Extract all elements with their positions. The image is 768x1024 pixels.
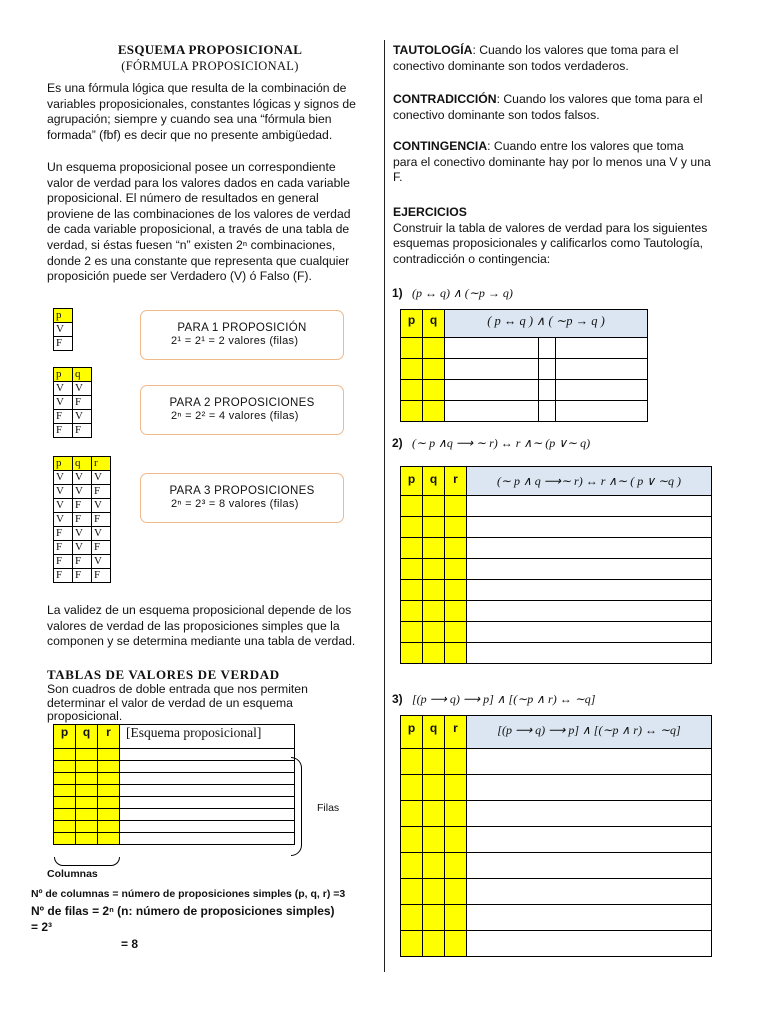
- text-line: contradicción o contingencia:: [393, 251, 551, 266]
- input-cell[interactable]: [401, 538, 423, 559]
- result-cell[interactable]: [445, 401, 539, 422]
- rows-eq-2: = 8: [121, 937, 139, 951]
- result-cell[interactable]: [120, 785, 295, 797]
- input-cell[interactable]: [445, 538, 467, 559]
- input-cell[interactable]: [54, 749, 76, 761]
- result-cell[interactable]: [467, 879, 712, 905]
- table-row: [54, 761, 295, 773]
- tautology-definition: [393, 43, 721, 74]
- input-cell[interactable]: [98, 785, 120, 797]
- text-line: para el conectivo dominante hay por lo menos una V y una: [393, 154, 711, 169]
- table-row: [401, 401, 648, 422]
- input-cell[interactable]: [401, 338, 423, 359]
- result-cell[interactable]: [467, 749, 712, 775]
- result-cell[interactable]: [467, 905, 712, 931]
- text-line: valores de verdad de las proposiciones simples que la: [47, 618, 340, 633]
- header-cell: q: [73, 457, 92, 471]
- truth-value-cell: F: [73, 513, 92, 527]
- table-row: [54, 821, 295, 833]
- truth-value-cell: V: [92, 471, 111, 485]
- contradiction-definition: [393, 92, 721, 123]
- input-cell[interactable]: [423, 905, 445, 931]
- text-line: Construir la tabla de valores de verdad para los siguientes: [393, 220, 708, 235]
- input-cell[interactable]: [401, 401, 423, 422]
- result-cell[interactable]: [120, 761, 295, 773]
- col-p: p: [401, 310, 423, 338]
- result-cell[interactable]: [467, 622, 712, 643]
- input-cell[interactable]: [423, 853, 445, 879]
- table-row: [401, 580, 712, 601]
- truth-table-2: [53, 367, 92, 438]
- text-line: verdad, si éstas fuesen “n” existen 2ⁿ combinaciones,: [47, 237, 336, 252]
- columns-formula: Nº de columnas = número de proposiciones simples (p, q, r) =3: [31, 888, 346, 900]
- table-row: [54, 797, 295, 809]
- validity-paragraph: [47, 603, 375, 650]
- text-line: : Cuando los valores que toma para el: [472, 43, 679, 57]
- input-cell[interactable]: [423, 338, 445, 359]
- table-row: [54, 485, 111, 499]
- truth-value-cell: V: [54, 485, 73, 499]
- truth-value-cell: V: [73, 410, 92, 424]
- pill-label: PARA 3 PROPOSICIONES: [169, 485, 315, 497]
- exercise-number: 1): [392, 286, 403, 300]
- table-row: [401, 879, 712, 905]
- input-cell[interactable]: [76, 761, 98, 773]
- result-cell[interactable]: [467, 496, 712, 517]
- input-cell[interactable]: [401, 931, 423, 957]
- text-line: agrupación; siempre y cuando sea una “fórmula bien: [47, 112, 332, 127]
- exercise-3-table: [400, 715, 712, 957]
- input-cell[interactable]: [423, 827, 445, 853]
- truth-value-cell: V: [54, 513, 73, 527]
- truth-value-cell: V: [92, 527, 111, 541]
- term-tautologia: TAUTOLOGÍA: [393, 43, 473, 57]
- input-cell[interactable]: [423, 580, 445, 601]
- table-row: [401, 905, 712, 931]
- input-cell[interactable]: [445, 775, 467, 801]
- input-cell[interactable]: [401, 559, 423, 580]
- column-divider: [384, 40, 385, 972]
- input-cell[interactable]: [423, 801, 445, 827]
- result-cell[interactable]: [120, 809, 295, 821]
- formula-header: ( p ↔ q ) ∧ ( ∼p → q ): [445, 310, 648, 338]
- exercise-formula: (∼ p ∧q ⟶ ∼ r) ↔ r ∧∼ (p ∨∼ q): [412, 436, 591, 450]
- result-cell[interactable]: [538, 380, 555, 401]
- rows-formula: Nº de filas = 2ⁿ (n: número de proposiciones simples): [31, 904, 335, 918]
- input-cell[interactable]: [423, 401, 445, 422]
- table-row: [401, 496, 712, 517]
- pill-cut-text: 2¹ = 2¹ = 2 valores (filas): [171, 335, 299, 347]
- input-cell[interactable]: [423, 359, 445, 380]
- text-line: La validez de un esquema proposicional depende de los: [47, 603, 352, 617]
- table-row: [54, 749, 295, 761]
- col-r: r: [445, 716, 467, 749]
- text-line: F.: [393, 170, 403, 185]
- input-cell[interactable]: [401, 517, 423, 538]
- result-cell[interactable]: [556, 380, 648, 401]
- tables-paragraph: [47, 683, 375, 724]
- table-row: [401, 853, 712, 879]
- result-cell[interactable]: [467, 559, 712, 580]
- input-cell[interactable]: [423, 517, 445, 538]
- input-cell[interactable]: [445, 905, 467, 931]
- pill-label: PARA 2 PROPOSICIONES: [169, 397, 315, 409]
- input-cell[interactable]: [401, 775, 423, 801]
- input-cell[interactable]: [423, 775, 445, 801]
- table-row: [54, 833, 295, 845]
- col-p: p: [401, 467, 423, 496]
- result-cell[interactable]: [467, 931, 712, 957]
- input-cell[interactable]: [98, 797, 120, 809]
- input-cell[interactable]: [98, 833, 120, 845]
- input-cell[interactable]: [76, 773, 98, 785]
- table-row: [54, 337, 73, 351]
- table-row: [401, 775, 712, 801]
- table-row: [54, 527, 111, 541]
- truth-value-cell: F: [73, 555, 92, 569]
- result-cell[interactable]: [120, 797, 295, 809]
- table-row: [54, 785, 295, 797]
- text-line: proposición puede ser Verdadero (V) ó Falso (F).: [47, 269, 312, 284]
- table-row: [401, 749, 712, 775]
- input-cell[interactable]: [423, 601, 445, 622]
- pill-one-proposition: [140, 310, 344, 360]
- input-cell[interactable]: [423, 622, 445, 643]
- exercise-number: 2): [392, 436, 403, 450]
- input-cell[interactable]: [423, 559, 445, 580]
- text-line: : Cuando los valores que toma para el: [496, 92, 703, 106]
- header-cell: p: [54, 457, 73, 471]
- header-cell: p: [54, 309, 73, 323]
- term-contradiccion: CONTRADICCIÓN: [393, 92, 497, 106]
- result-cell[interactable]: [467, 517, 712, 538]
- exercise-1-table: [400, 309, 648, 422]
- col-r: r: [445, 467, 467, 496]
- table-row: [401, 643, 712, 664]
- result-cell[interactable]: [556, 359, 648, 380]
- truth-value-cell: V: [54, 323, 73, 337]
- rows-eq-1: = 2³: [31, 920, 53, 934]
- truth-value-cell: F: [54, 541, 73, 555]
- exercises-heading: EJERCICIOS: [393, 205, 467, 219]
- text-line: donde 2 es una constante que representa que cualquier: [47, 253, 350, 268]
- text-line: formada” (fbf) es decir que no presente ambigüedad.: [47, 127, 333, 142]
- table-row: [401, 538, 712, 559]
- text-line: valor de verdad para los valores dados en cada variable: [47, 175, 350, 190]
- truth-value-cell: F: [92, 485, 111, 499]
- input-cell[interactable]: [445, 622, 467, 643]
- table-row: [54, 773, 295, 785]
- result-cell[interactable]: [445, 359, 539, 380]
- result-cell[interactable]: [445, 380, 539, 401]
- text-line: Un esquema proposicional posee un correspondiente: [47, 160, 336, 174]
- input-cell[interactable]: [401, 643, 423, 664]
- intro-paragraph: [47, 81, 375, 143]
- truth-value-cell: V: [54, 382, 73, 396]
- table-row: [54, 569, 111, 583]
- text-line: proposicional. El número de resultados en general: [47, 191, 319, 206]
- table-row: [54, 513, 111, 527]
- result-cell[interactable]: [538, 401, 555, 422]
- input-cell[interactable]: [445, 643, 467, 664]
- input-cell[interactable]: [76, 797, 98, 809]
- result-cell[interactable]: [556, 401, 648, 422]
- result-cell[interactable]: [556, 338, 648, 359]
- columnas-bracket: [54, 857, 120, 866]
- input-cell[interactable]: [54, 821, 76, 833]
- text-line: determinar el valor de verdad de un esquema: [47, 695, 293, 710]
- formula-header: [(p ⟶ q) ⟶ p] ∧ [(∼p ∧ r) ↔ ∼q]: [467, 716, 712, 749]
- page-title: ESQUEMA PROPOSICIONAL: [117, 42, 303, 57]
- input-cell[interactable]: [401, 380, 423, 401]
- truth-value-cell: F: [92, 569, 111, 583]
- input-cell[interactable]: [423, 380, 445, 401]
- text-line: componen y se determina mediante una tabla de verdad.: [47, 634, 356, 649]
- truth-table-3: [53, 456, 111, 583]
- table-row: [54, 424, 92, 438]
- truth-value-cell: F: [54, 424, 73, 438]
- pill-cut-text: 2ⁿ = 2³ = 8 valores (filas): [171, 498, 299, 510]
- schema-table: [53, 724, 295, 845]
- input-cell[interactable]: [401, 827, 423, 853]
- input-cell[interactable]: [54, 761, 76, 773]
- input-cell[interactable]: [401, 853, 423, 879]
- text-line: de cada variable proposicional, a través de una tabla de: [47, 222, 350, 237]
- exercise-formula: [(p ⟶ q) ⟶ p] ∧ [(∼p ∧ r) ↔ ∼q]: [412, 692, 596, 706]
- table-row: [401, 801, 712, 827]
- truth-value-cell: F: [54, 527, 73, 541]
- input-cell[interactable]: [445, 517, 467, 538]
- table-row: [401, 359, 648, 380]
- input-cell[interactable]: [76, 821, 98, 833]
- table-row: [54, 323, 73, 337]
- pill-three-propositions: [140, 473, 344, 523]
- col-p: p: [54, 725, 76, 749]
- input-cell[interactable]: [54, 833, 76, 845]
- input-cell[interactable]: [401, 622, 423, 643]
- input-cell[interactable]: [401, 601, 423, 622]
- input-cell[interactable]: [98, 809, 120, 821]
- input-cell[interactable]: [423, 749, 445, 775]
- truth-table-1: [53, 308, 73, 351]
- input-cell[interactable]: [445, 827, 467, 853]
- input-cell[interactable]: [401, 749, 423, 775]
- truth-value-cell: V: [73, 485, 92, 499]
- input-cell[interactable]: [445, 580, 467, 601]
- input-cell[interactable]: [445, 801, 467, 827]
- truth-value-cell: V: [73, 541, 92, 555]
- result-cell[interactable]: [445, 338, 539, 359]
- header-cell: q: [73, 368, 92, 382]
- input-cell[interactable]: [445, 559, 467, 580]
- header-cell: r: [92, 457, 111, 471]
- result-cell[interactable]: [467, 580, 712, 601]
- col-q: q: [423, 716, 445, 749]
- col-q: q: [423, 467, 445, 496]
- input-cell[interactable]: [423, 496, 445, 517]
- formula-header: (∼ p ∧ q ⟶∼ r) ↔ r ∧∼ ( p ∨ ∼q ): [467, 467, 712, 496]
- truth-value-cell: V: [92, 555, 111, 569]
- input-cell[interactable]: [54, 797, 76, 809]
- truth-value-cell: V: [54, 471, 73, 485]
- pill-cut-text: 2ⁿ = 2² = 4 valores (filas): [171, 410, 299, 422]
- text-line: conectivo dominante son todos falsos.: [393, 107, 600, 122]
- truth-value-cell: V: [92, 499, 111, 513]
- table-row: [401, 517, 712, 538]
- truth-value-cell: V: [73, 382, 92, 396]
- exercise-number: 3): [392, 692, 403, 706]
- table-row: [54, 555, 111, 569]
- truth-value-cell: F: [73, 499, 92, 513]
- col-schema: [Esquema proposicional]: [120, 725, 295, 749]
- truth-value-cell: F: [92, 513, 111, 527]
- result-cell[interactable]: [467, 853, 712, 879]
- contingency-definition: [393, 139, 721, 186]
- result-cell[interactable]: [467, 775, 712, 801]
- table-row: [401, 827, 712, 853]
- input-cell[interactable]: [76, 809, 98, 821]
- table-row: [54, 410, 92, 424]
- table-row: [54, 396, 92, 410]
- input-cell[interactable]: [401, 359, 423, 380]
- input-cell[interactable]: [423, 931, 445, 957]
- exercise-1-title: [392, 286, 513, 301]
- result-cell[interactable]: [467, 643, 712, 664]
- input-cell[interactable]: [423, 879, 445, 905]
- text-line: proposicional.: [47, 709, 123, 723]
- input-cell[interactable]: [98, 749, 120, 761]
- truth-value-cell: F: [54, 337, 73, 351]
- table-row: [54, 541, 111, 555]
- col-p: p: [401, 716, 423, 749]
- truth-value-cell: F: [54, 569, 73, 583]
- table-row: [401, 559, 712, 580]
- input-cell[interactable]: [401, 580, 423, 601]
- truth-value-cell: F: [73, 569, 92, 583]
- result-cell[interactable]: [120, 821, 295, 833]
- input-cell[interactable]: [401, 496, 423, 517]
- result-cell[interactable]: [538, 359, 555, 380]
- input-cell[interactable]: [54, 773, 76, 785]
- col-q: q: [423, 310, 445, 338]
- truth-value-cell: V: [73, 527, 92, 541]
- text-line: conectivo dominante son todos verdaderos.: [393, 58, 629, 73]
- input-cell[interactable]: [445, 496, 467, 517]
- input-cell[interactable]: [445, 749, 467, 775]
- input-cell[interactable]: [401, 879, 423, 905]
- filas-label: Filas: [317, 802, 340, 814]
- input-cell[interactable]: [76, 749, 98, 761]
- pill-label: PARA 1 PROPOSICIÓN: [177, 322, 307, 334]
- text-line: esquemas proposicionales y calificarlos como Tautología,: [393, 236, 704, 251]
- text-line: Es una fórmula lógica que resulta de la combinación de: [47, 81, 347, 95]
- table-row: [54, 382, 92, 396]
- truth-value-cell: F: [92, 541, 111, 555]
- col-q: q: [76, 725, 98, 749]
- table-row: [401, 338, 648, 359]
- columnas-label: Columnas: [47, 868, 98, 880]
- truth-value-cell: V: [54, 396, 73, 410]
- text-line: Son cuadros de doble entrada que nos permiten: [47, 682, 308, 696]
- input-cell[interactable]: [445, 601, 467, 622]
- result-cell[interactable]: [120, 773, 295, 785]
- input-cell[interactable]: [401, 905, 423, 931]
- table-row: [54, 809, 295, 821]
- table-row: [401, 931, 712, 957]
- input-cell[interactable]: [401, 801, 423, 827]
- table-row: [54, 471, 111, 485]
- result-cell[interactable]: [467, 601, 712, 622]
- exercises-intro: [393, 205, 721, 267]
- input-cell[interactable]: [98, 761, 120, 773]
- table-row: [401, 380, 648, 401]
- result-cell[interactable]: [120, 749, 295, 761]
- exercise-formula: (p ↔ q) ∧ (∼p → q): [412, 286, 513, 300]
- filas-bracket: [291, 757, 302, 856]
- term-contingencia: CONTINGENCIA: [393, 139, 488, 153]
- input-cell[interactable]: [76, 833, 98, 845]
- input-cell[interactable]: [98, 773, 120, 785]
- input-cell[interactable]: [445, 879, 467, 905]
- text-line: proviene de las combinaciones de los valores de verdad: [47, 206, 351, 221]
- input-cell[interactable]: [98, 821, 120, 833]
- text-line: : Cuando entre los valores que toma: [487, 139, 684, 153]
- input-cell[interactable]: [54, 785, 76, 797]
- page-subtitle: (FÓRMULA PROPOSICIONAL): [121, 59, 299, 73]
- exercise-2-title: [392, 436, 590, 451]
- definition-paragraph: [47, 160, 375, 285]
- col-r: r: [98, 725, 120, 749]
- truth-value-cell: V: [73, 471, 92, 485]
- exercise-3-title: [392, 692, 595, 707]
- result-cell[interactable]: [538, 338, 555, 359]
- input-cell[interactable]: [423, 643, 445, 664]
- result-cell[interactable]: [120, 833, 295, 845]
- input-cell[interactable]: [423, 538, 445, 559]
- text-line: variables proposicionales, constantes lógicas y signos de: [47, 96, 356, 111]
- header-cell: p: [54, 368, 73, 382]
- result-cell[interactable]: [467, 538, 712, 559]
- truth-value-cell: F: [54, 410, 73, 424]
- table-row: [54, 499, 111, 513]
- table-row: [401, 601, 712, 622]
- input-cell[interactable]: [445, 931, 467, 957]
- truth-value-cell: F: [73, 396, 92, 410]
- truth-value-cell: F: [73, 424, 92, 438]
- exercise-2-table: [400, 466, 712, 664]
- result-cell[interactable]: [467, 827, 712, 853]
- result-cell[interactable]: [467, 801, 712, 827]
- table-row: [401, 622, 712, 643]
- input-cell[interactable]: [76, 785, 98, 797]
- input-cell[interactable]: [445, 853, 467, 879]
- truth-value-cell: F: [54, 555, 73, 569]
- pill-two-propositions: [140, 385, 344, 435]
- input-cell[interactable]: [54, 809, 76, 821]
- truth-value-cell: V: [54, 499, 73, 513]
- tables-heading: TABLAS DE VALORES DE VERDAD: [47, 667, 280, 682]
